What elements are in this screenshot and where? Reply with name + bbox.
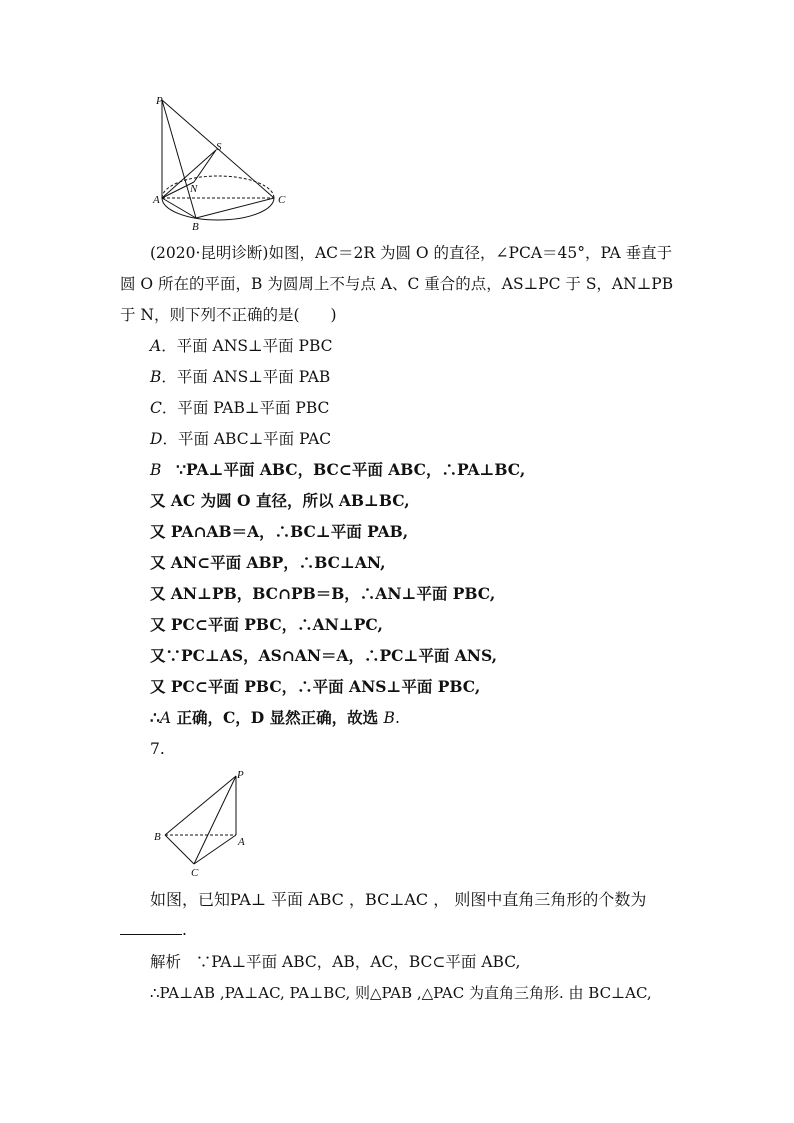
option-text: ．平面 ANS⊥平面 PAB xyxy=(161,368,331,386)
edge-ca xyxy=(194,835,236,864)
label-c: C xyxy=(191,867,199,879)
problem7-solution-line2: ∴PA⊥AB ,PA⊥AC, PA⊥BC, 则△PAB ,△PAC 为直角三角形. 由 BC⊥AC, xyxy=(150,984,652,1002)
option-letter: C xyxy=(150,399,162,417)
label-s: S xyxy=(216,141,222,153)
solution-line-8: 又 PC⊂平面 PBC，∴平面 ANS⊥平面 PBC, xyxy=(150,677,481,696)
option-d xyxy=(150,429,331,449)
figure-pyramid-circle xyxy=(140,88,290,238)
option-b xyxy=(150,367,330,387)
solution-conclusion xyxy=(150,708,400,728)
option-text: ．平面 ANS⊥平面 PBC xyxy=(161,337,333,355)
label-n: N xyxy=(190,183,198,195)
solution-text: ∵PA⊥平面 ABC，BC⊂平面 ABC，∴PA⊥BC, xyxy=(176,460,526,479)
problem7-solution-line1 xyxy=(150,952,520,972)
label-a: A xyxy=(153,194,160,206)
problem7-number: 7. xyxy=(150,740,165,758)
conclusion-pre: ∴ xyxy=(150,708,160,727)
label-a: A xyxy=(238,836,245,848)
option-letter: B xyxy=(150,368,162,386)
figure-tetrahedron xyxy=(145,766,260,881)
option-letter: A xyxy=(150,337,162,355)
solution-line-3: 又 PA∩AB＝A，∴BC⊥平面 PAB, xyxy=(150,522,409,541)
label-b: B xyxy=(192,221,199,233)
conclusion-mid: 正确，C，D 显然正确，故选 xyxy=(171,708,384,727)
label-p: P xyxy=(156,95,163,107)
solution-line-1 xyxy=(150,460,525,480)
solution-line-6: 又 PC⊂平面 PBC，∴AN⊥PC, xyxy=(150,615,383,634)
option-c xyxy=(150,398,329,418)
problem7-answer-line xyxy=(120,920,187,940)
conclusion-a: A xyxy=(159,709,172,727)
option-text: ．平面 ABC⊥平面 PAC xyxy=(162,430,332,448)
solution-line-5: 又 AN⊥PB，BC∩PB＝B，∴AN⊥平面 PBC, xyxy=(150,584,496,603)
edge-pc xyxy=(194,776,236,864)
circle-back-arc xyxy=(162,176,274,198)
label-b: B xyxy=(154,831,161,843)
option-letter: D xyxy=(150,430,163,448)
problem6-stem-line3: 于 N，则下列不正确的是( ) xyxy=(120,306,337,324)
solution-label: 解析 xyxy=(150,953,182,971)
problem6-stem-line1: (2020·昆明诊断)如图，AC＝2R 为圆 O 的直径，∠PCA＝45°，PA 垂直于 xyxy=(150,244,673,262)
answer-letter: B xyxy=(150,461,162,479)
circle-front-arc xyxy=(162,198,274,220)
answer-blank-end: . xyxy=(182,921,187,939)
edge-pb xyxy=(165,776,236,835)
conclusion-b: B xyxy=(383,709,395,727)
segment-as xyxy=(162,150,216,198)
label-p: P xyxy=(237,769,244,781)
solution-line-2: 又 AC 为圆 O 直径，所以 AB⊥BC, xyxy=(150,491,410,510)
option-a xyxy=(150,336,332,356)
problem7-stem: 如图，已知PA⊥ 平面 ABC ，BC⊥AC ， 则图中直角三角形的个数为 xyxy=(150,890,647,909)
answer-blank xyxy=(120,920,182,935)
label-c: C xyxy=(278,194,286,206)
problem6-stem-line2: 圆 O 所在的平面，B 为圆周上不与点 A、C 重合的点，AS⊥PC 于 S，AN⊥PB xyxy=(120,275,674,293)
conclusion-end: . xyxy=(394,709,400,727)
edge-bc xyxy=(196,198,274,218)
solution-line-4: 又 AN⊂平面 ABP，∴BC⊥AN, xyxy=(150,553,386,572)
option-text: ．平面 PAB⊥平面 PBC xyxy=(161,399,330,417)
solution-text: ∵PA⊥平面 ABC，AB，AC，BC⊂平面 ABC, xyxy=(195,953,521,971)
solution-line-7: 又∵PC⊥AS，AS∩AN＝A，∴PC⊥平面 ANS, xyxy=(150,646,498,665)
edge-pb xyxy=(162,100,196,218)
edge-bc xyxy=(165,835,194,864)
